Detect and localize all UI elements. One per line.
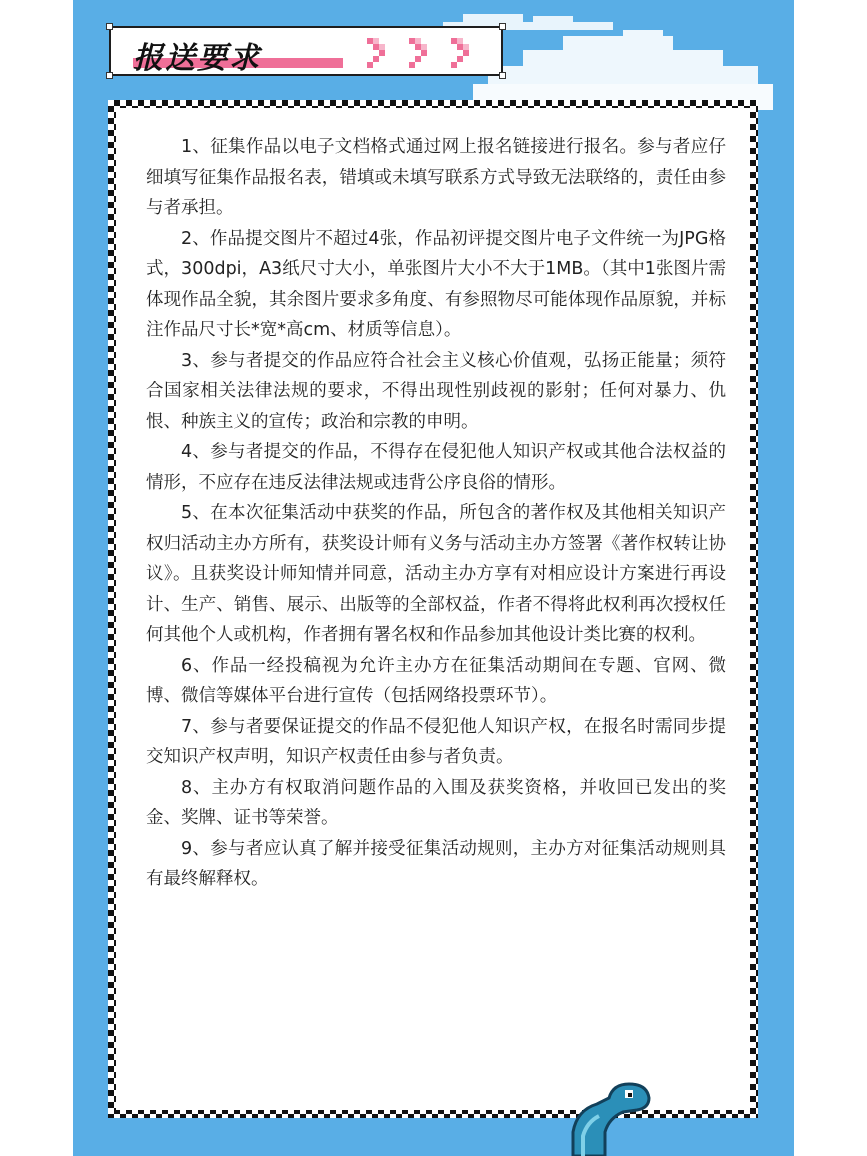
content-card-inner bbox=[116, 108, 750, 1110]
content-card bbox=[108, 100, 758, 1118]
corner-handle bbox=[106, 23, 113, 30]
requirement-item-4: 4、参与者提交的作品，不得存在侵犯他人知识产权或其他合法权益的情形，不应存在违反法律法规或违背公序良俗的情形。 bbox=[146, 442, 726, 493]
pixel-chevron-right-icon bbox=[367, 38, 487, 68]
title-banner bbox=[109, 26, 503, 76]
corner-handle bbox=[499, 72, 506, 79]
requirement-item-2: 2、作品提交图片不超过4张，作品初评提交图片电子文件统一为JPG格式，300dpi，A3纸尺寸大小，单张图片大小不大于1MB。（其中1张图片需体现作品全貌，其余图片要求多角度、有参照物尽可能体现作品原貌，并标注作品尺寸长*宽*高cm、材质等信息）。 bbox=[146, 228, 726, 340]
pixel-cloud-icon bbox=[473, 30, 773, 110]
requirement-item-9: 9、参与者应认真了解并接受征集活动规则，主办方对征集活动规则具有最终解释权。 bbox=[146, 838, 726, 889]
requirement-item-8: 8、主办方有权取消问题作品的入围及获奖资格，并收回已发出的奖金、奖牌、证书等荣誉。 bbox=[146, 777, 726, 828]
poster bbox=[73, 0, 794, 1156]
requirements-list bbox=[146, 132, 726, 895]
corner-handle bbox=[106, 72, 113, 79]
requirement-item-6: 6、作品一经投稿视为允许主办方在征集活动期间在专题、官网、微博、微信等媒体平台进行宣传（包括网络投票环节）。 bbox=[146, 655, 726, 706]
requirement-item-3: 3、参与者提交的作品应符合社会主义核心价值观，弘扬正能量；须符合国家相关法律法规的要求，不得出现性别歧视的影射；任何对暴力、仇恨、种族主义的宣传；政治和宗教的申明。 bbox=[146, 350, 726, 432]
page-title: 报送要求 bbox=[133, 41, 261, 76]
corner-handle bbox=[499, 23, 506, 30]
requirement-item-1: 1、征集作品以电子文档格式通过网上报名链接进行报名。参与者应仔细填写征集作品报名表，错填或未填写联系方式导致无法联络的，责任由参与者承担。 bbox=[146, 137, 726, 218]
requirement-item-5: 5、在本次征集活动中获奖的作品，所包含的著作权及其他相关知识产权归活动主办方所有，获奖设计师有义务与活动主办方签署《著作权转让协议》。且获奖设计师知情并同意，活动主办方享有对相应设计方案进行再设计、生产、销售、展示、出版等的全部权益，作者不得将此权利再次授权任何其他个人或机构，作者拥有署名权和作品参加其他设计类比赛的权利。 bbox=[146, 503, 726, 645]
requirement-item-7: 7、参与者要保证提交的作品不侵犯他人知识产权，在报名时需同步提交知识产权声明，知识产权责任由参与者负责。 bbox=[146, 716, 726, 767]
pixel-dinosaur-icon bbox=[553, 1080, 663, 1156]
